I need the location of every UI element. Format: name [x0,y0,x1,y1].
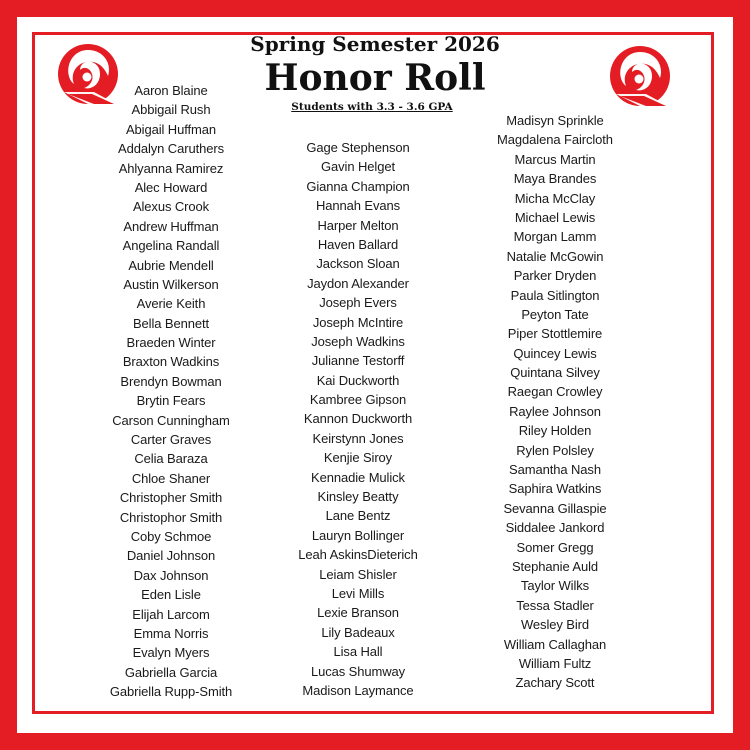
student-name: Hannah Evans [315,198,401,214]
student-name: Daniel Johnson [126,548,216,564]
student-name: Braeden Winter [126,335,216,351]
student-name: Gage Stephenson [306,140,410,155]
student-name: Brendyn Bowman [120,373,222,389]
semester-title: Spring Semester 2026 [250,32,500,56]
student-name: Lisa Hall [333,644,383,660]
student-name: Lane Bentz [325,508,391,524]
student-name: William Fultz [518,655,592,671]
student-name: Elijah Larcom [132,606,210,622]
student-name: Emma Norris [133,625,209,641]
student-name: Michael Lewis [514,209,596,225]
student-name: Gianna Champion [306,178,410,194]
student-name: Gabriella Rupp-Smith [109,684,233,700]
student-name: Paula Sitlington [510,287,600,303]
student-name: Harper Melton [317,217,399,233]
student-name: Raylee Johnson [509,403,601,419]
student-name: Carter Graves [130,432,212,448]
student-name: Alec Howard [134,179,208,195]
student-name: Peyton Tate [521,306,589,322]
student-name: Evalyn Myers [132,645,210,661]
student-name: Kinsley Beatty [317,489,399,505]
student-name: Lily Badeaux [321,624,395,640]
gpa-subtitle-text: Students with 3.3 - 3.6 GPA [291,101,453,113]
student-name: Braxton Wadkins [122,354,220,370]
student-name: Maya Brandes [513,171,597,187]
student-name: Sevanna Gillaspie [503,500,607,516]
student-name: Eden Lisle [141,587,201,603]
student-name: Rylen Polsley [516,442,594,458]
student-name: Parker Dryden [513,268,597,284]
student-name: Samantha Nash [509,462,601,478]
student-name: Levi Mills [331,585,385,601]
student-name: Ahlyanna Ramirez [118,160,224,176]
student-name: Wesley Bird [520,617,589,633]
student-name: Marcus Martin [514,151,596,167]
student-name: Taylor Wilks [520,578,590,594]
student-name: Julianne Testorff [311,353,405,369]
student-name: William Callaghan [503,636,607,652]
student-name: Riley Holden [518,423,592,439]
student-name: Saphira Watkins [508,481,602,497]
student-name: Coby Schmoe [130,528,212,544]
student-name: Magdalena Faircloth [497,132,613,148]
student-name: Siddalee Jankord [505,520,605,536]
student-name: Kambree Gipson [309,392,407,408]
student-name: Kai Duckworth [316,372,400,388]
student-name: Lauryn Bollinger [311,527,405,543]
student-name: Joseph Wadkins [311,333,405,349]
student-name: Tessa Stadler [516,597,594,613]
student-name: Joseph Evers [319,295,397,311]
name-column-3 [480,111,630,693]
student-name: Quincey Lewis [513,345,597,361]
student-name: Gabriella Garcia [124,664,218,680]
student-name: Kenjie Siroy [323,450,393,466]
student-name: Jackson Sloan [316,256,400,272]
student-name: Kannon Duckworth [303,411,413,427]
student-name: Madisyn Sprinkle [506,113,604,128]
student-name: Quintana Silvey [510,365,600,381]
student-name: Morgan Lamm [513,229,597,245]
student-name: Andrew Huffman [123,218,219,234]
name-column-2 [283,138,433,700]
student-name: Lexie Branson [317,605,399,621]
student-name: Keirstynn Jones [312,430,404,446]
student-name: Leah AskinsDieterich [298,547,418,563]
name-column-1 [96,81,246,702]
student-name: Abbigail Rush [131,102,211,118]
student-name: Angelina Randall [122,238,220,254]
student-name: Somer Gregg [516,539,594,555]
student-name: Gavin Helget [321,159,395,175]
student-name: Aubrie Mendell [128,257,214,273]
student-name: Leiam Shisler [319,566,397,582]
student-name: Madison Laymance [302,682,414,698]
student-name: Christopher Smith [119,490,223,506]
page-title: Honor Roll [264,57,486,99]
student-name: Austin Wilkerson [123,276,219,292]
student-name: Jaydon Alexander [307,275,409,291]
student-name: Chloe Shaner [131,470,211,486]
student-name: Brytin Fears [136,393,206,409]
student-name: Natalie McGowin [506,248,604,264]
student-name: Haven Ballard [317,236,399,252]
student-name: Joseph McIntire [312,314,404,330]
student-name: Stephanie Auld [511,558,599,574]
student-name: Piper Stottlemire [507,326,603,342]
student-name: Raegan Crowley [507,384,603,400]
student-name: Celia Baraza [134,451,208,467]
student-name: Abigail Huffman [125,121,217,137]
student-name: Lucas Shumway [310,663,406,679]
student-name: Bella Bennett [132,315,210,331]
student-name: Aaron Blaine [134,83,208,98]
student-name: Carson Cunningham [112,412,230,428]
student-name: Addalyn Caruthers [118,141,224,157]
student-name: Zachary Scott [515,675,595,691]
student-name: Micha McClay [514,190,596,206]
student-name: Christophor Smith [119,509,223,525]
student-name: Averie Keith [136,296,206,312]
student-name: Dax Johnson [133,567,209,583]
student-name: Alexus Crook [132,199,210,215]
student-name: Kennadie Mulick [311,469,405,485]
